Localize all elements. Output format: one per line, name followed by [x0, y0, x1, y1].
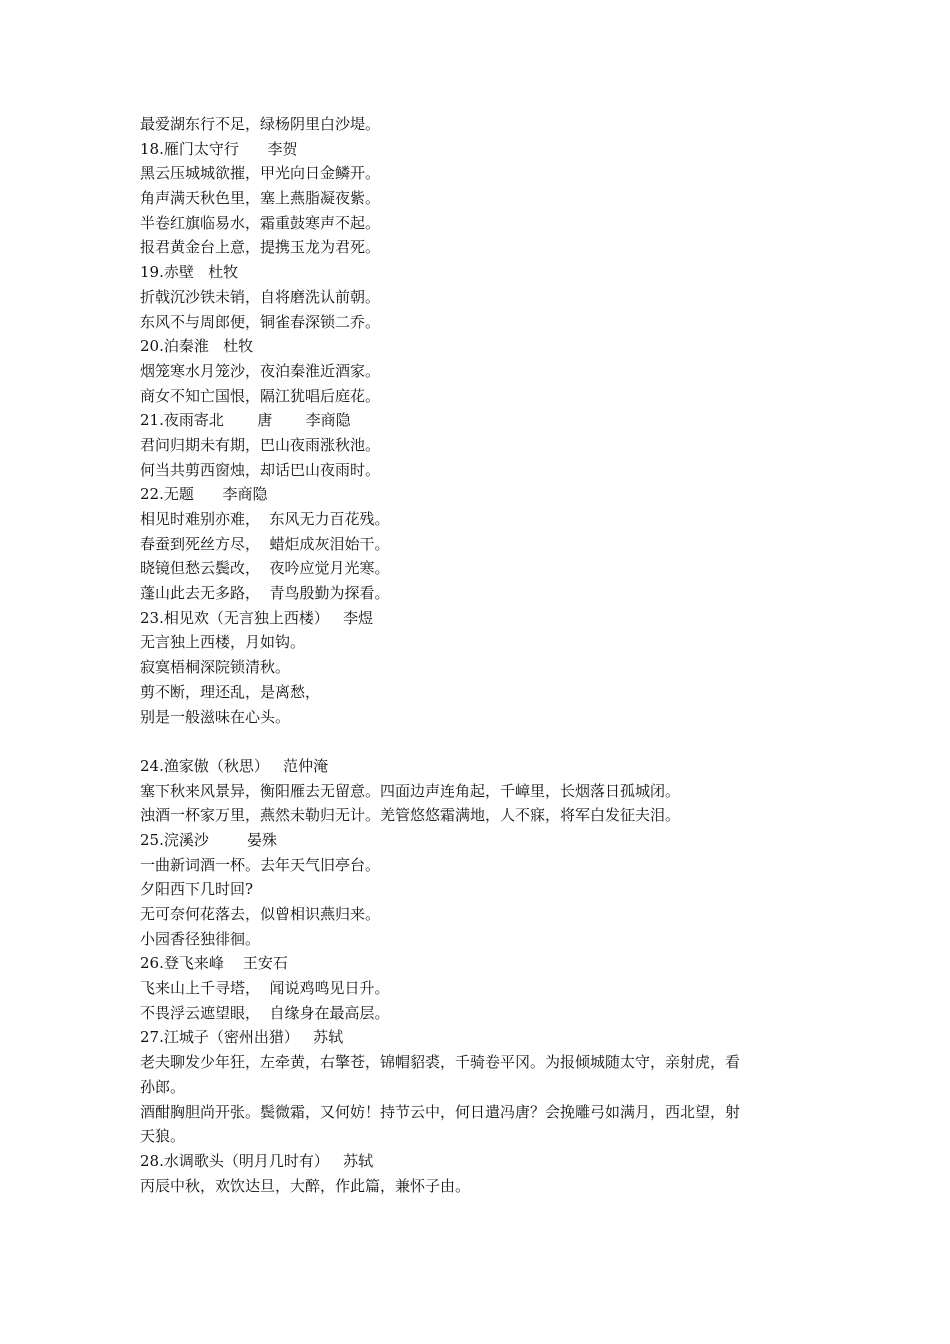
text-line: 酒酣胸胆尚开张。鬓微霜，又何妨！持节云中，何日遣冯唐？会挽雕弓如满月，西北望，射: [140, 1102, 741, 1121]
text-line: 何当共剪西窗烛，却话巴山夜雨时。: [140, 460, 381, 479]
text-line: 飞来山上千寻塔， 闻说鸡鸣见日升。: [140, 979, 390, 998]
text-line: 蓬山此去无多路， 青鸟殷勤为探看。: [140, 584, 390, 603]
text-line: 塞下秋来风景异，衡阳雁去无留意。四面边声连角起，千嶂里，长烟落日孤城闭。: [140, 781, 681, 800]
text-line: 不畏浮云遮望眼， 自缘身在最高层。: [140, 1003, 390, 1022]
text-line: 丙辰中秋，欢饮达旦，大醉，作此篇，兼怀子由。: [140, 1176, 471, 1195]
poem-heading: 25.浣溪沙 晏殊: [140, 830, 278, 849]
text-line: 夕阳西下几时回?: [140, 880, 254, 899]
text-line: 一曲新词酒一杯。去年天气旧亭台。: [140, 855, 381, 874]
text-line: 商女不知亡国恨，隔江犹唱后庭花。: [140, 386, 381, 405]
text-line: 浊酒一杯家万里，燕然未勒归无计。羌管悠悠霜满地，人不寐，将军白发征夫泪。: [140, 806, 681, 825]
poem-heading: 20.泊秦淮 杜牧: [140, 337, 254, 356]
text-line: 半卷红旗临易水，霜重鼓寒声不起。: [140, 213, 381, 232]
text-line: 无可奈何花落去，似曾相识燕归来。: [140, 905, 381, 923]
text-line: 春蚕到死丝方尽， 蜡炬成灰泪始干。: [140, 534, 390, 553]
text-line: 小园香径独徘徊。: [140, 929, 261, 948]
text-line: 折戟沉沙铁未销，自将磨洗认前朝。: [140, 287, 381, 306]
text-line: 烟笼寒水月笼沙，夜泊秦淮近酒家。: [140, 361, 381, 380]
text-line: 老夫聊发少年狂，左牵黄，右擎苍，锦帽貂裘，千骑卷平冈。为报倾城随太守，亲射虎，看: [140, 1053, 741, 1072]
text-line: 寂寞梧桐深院锁清秋。: [140, 658, 291, 677]
poem-heading: 28.水调歌头（明月几时有） 苏轼: [140, 1151, 374, 1170]
text-line: 黑云压城城欲摧，甲光向日金鳞开。: [140, 164, 381, 183]
poem-heading: 19.赤壁 杜牧: [140, 263, 239, 282]
text-line: 相见时难别亦难， 东风无力百花残。: [140, 510, 390, 528]
text-line: 无言独上西楼，月如钩。: [140, 633, 306, 652]
poem-heading: 23.相见欢（无言独上西楼） 李煜: [140, 608, 374, 627]
text-line: 报君黄金台上意，提携玉龙为君死。: [140, 238, 381, 257]
text-line: 君问归期未有期，巴山夜雨涨秋池。: [140, 435, 381, 454]
blank-line: [140, 729, 830, 754]
text-line: 剪不断，理还乱，是离愁，: [140, 682, 321, 701]
text-line: 别是一般滋味在心头。: [140, 707, 291, 726]
text-line: 晓镜但愁云鬓改， 夜吟应觉月光寒。: [140, 559, 390, 578]
poem-heading: 22.无题 李商隐: [140, 485, 268, 504]
text-line: 角声满天秋色里，塞上燕脂凝夜紫。: [140, 189, 381, 208]
poem-heading: 27.江城子（密州出猎） 苏轼: [140, 1028, 344, 1047]
text-line: 东风不与周郎便，铜雀春深锁二乔。: [140, 312, 381, 331]
poem-heading: 24.渔家傲（秋思） 范仲淹: [140, 756, 329, 775]
poem-heading: 18.雁门太守行 李贺: [140, 139, 298, 158]
text-line: 孙郎。: [140, 1077, 186, 1096]
text-line: 最爱湖东行不足，绿杨阴里白沙堤。: [140, 115, 381, 133]
document-page: [140, 112, 830, 1198]
poem-heading: 21.夜雨寄北 唐 李商隐: [140, 411, 351, 430]
text-line: 天狼。: [140, 1127, 186, 1146]
poem-heading: 26.登飞来峰 王安石: [140, 954, 288, 973]
